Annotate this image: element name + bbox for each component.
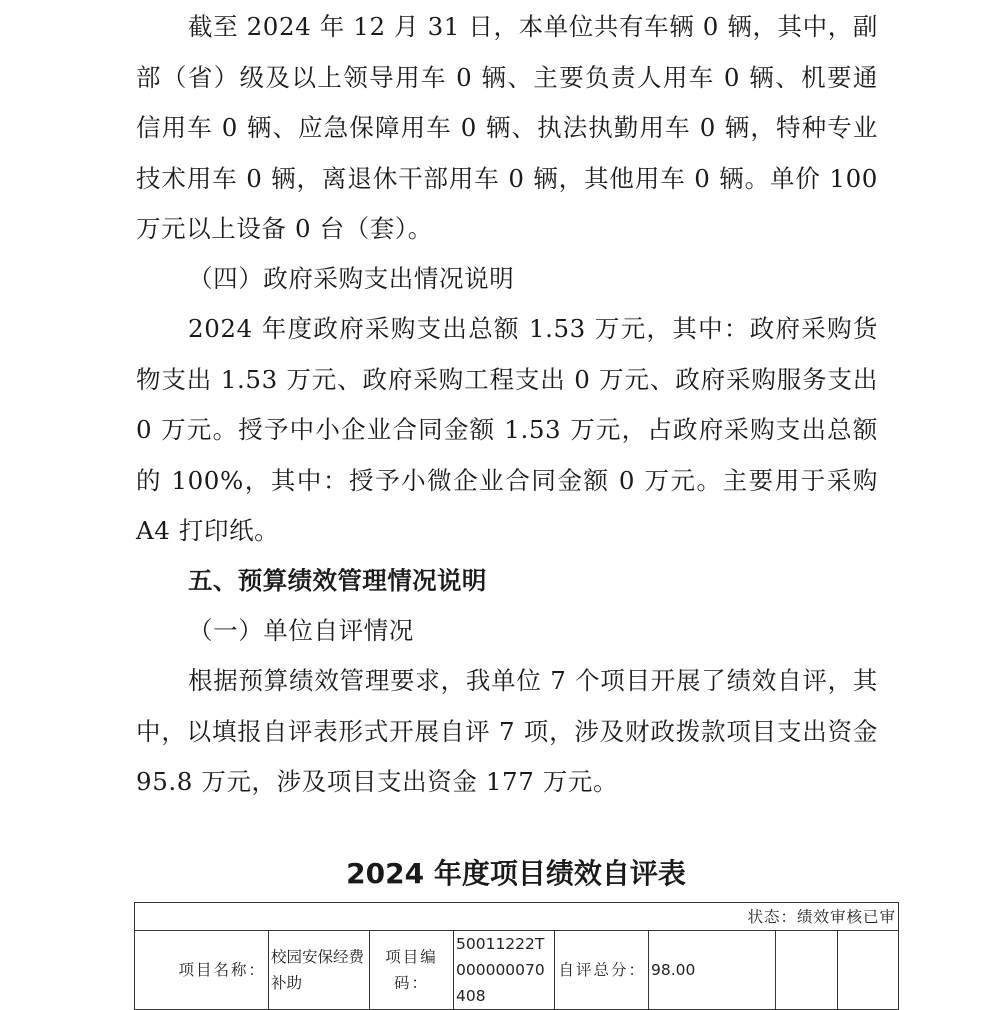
paragraph-self-eval: 根据预算绩效管理要求，我单位 7 个项目开展了绩效自评，其中，以填报自评表形式开展自评 7 项，涉及财政拨款项目支出资金 95.8 万元，涉及项目支出资金 177 万元。 bbox=[136, 666, 878, 796]
project-code-label: 项目编码： bbox=[370, 931, 454, 1010]
empty-cell bbox=[776, 931, 838, 1010]
project-code-value: 50011222T000000070408 bbox=[454, 931, 555, 1010]
paragraph-vehicles: 截至 2024 年 12 月 31 日，本单位共有车辆 0 辆，其中，副部（省）级及以上领导用车 0 辆、主要负责人用车 0 辆、机要通信用车 0 辆、应急保障用车 0 辆、执法执勤用车 0 辆，特种专业技术用车 0 辆，离退休干部用车 0 辆，其他用车 0 辆。单价 100 万元以上设备 0 台（套）。 bbox=[136, 12, 878, 243]
project-name-value: 校园安保经费补助 bbox=[269, 931, 370, 1010]
score-label: 自评总分： bbox=[555, 931, 649, 1010]
project-eval-table bbox=[134, 902, 899, 1010]
heading-performance: 五、预算绩效管理情况说明 bbox=[188, 566, 487, 595]
table-row bbox=[135, 931, 899, 1010]
table-title: 2024 年度项目绩效自评表 bbox=[346, 857, 686, 890]
project-name-label: 项目名称： bbox=[135, 931, 269, 1010]
heading-procurement: （四）政府采购支出情况说明 bbox=[188, 264, 515, 293]
empty-cell bbox=[838, 931, 899, 1010]
paragraph-procurement: 2024 年度政府采购支出总额 1.53 万元，其中：政府采购货物支出 1.53 万元、政府采购工程支出 0 万元、政府采购服务支出 0 万元。授予中小企业合同金额 1.53 万元，占政府采购支出总额的 100%，其中：授予小微企业合同金额 0 万元。主要用于采购 A4 打印纸。 bbox=[136, 314, 878, 545]
heading-self-eval: （一）单位自评情况 bbox=[188, 616, 414, 645]
status-text: 状态：绩效审核已审 bbox=[135, 903, 899, 931]
score-value: 98.00 bbox=[649, 931, 776, 1010]
